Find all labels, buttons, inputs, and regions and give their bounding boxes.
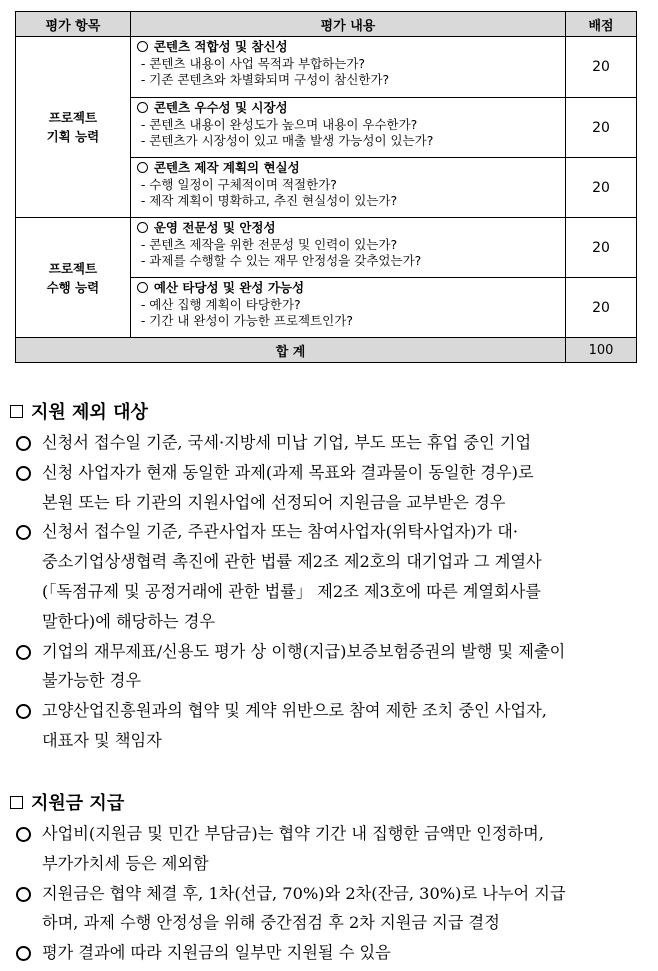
criterion-title: 콘텐츠 제작 계획의 현실성 bbox=[153, 160, 300, 175]
criterion-detail: - 콘텐츠 내용이 완성도가 높으며 내용이 우수한가? bbox=[140, 116, 418, 132]
list-item-text: 사업비(지원금 및 민간 부담금)는 협약 기간 내 집행한 금액만 인정하며, 부가가치세 등은 제외함 bbox=[42, 824, 544, 873]
table-row bbox=[16, 37, 637, 98]
list-item bbox=[10, 819, 650, 879]
category-label: 프로젝트 수행 능력 bbox=[46, 260, 100, 295]
list-item-text: 신청서 접수일 기준, 주관사업자 또는 참여사업자(위탁사업자)가 대· 중소기업상생협력 촉진에 관한 법률 제2조 제2호의 대기업과 그 계열사 (「독점규제 및 공정거래에 관한 법률」 제2조 제3호에 따른 계열회사를 말한다)에 해당하는 경우 bbox=[42, 522, 542, 631]
evaluation-table bbox=[15, 11, 637, 363]
score-cell: 20 bbox=[566, 278, 637, 338]
criterion-cell bbox=[130, 218, 565, 278]
header-score: 배점 bbox=[566, 12, 637, 37]
score-cell: 20 bbox=[566, 218, 637, 278]
list-item bbox=[10, 696, 650, 756]
section-title: 지원 제외 대상 bbox=[31, 402, 148, 423]
criterion-detail: - 수행 일정이 구체적이며 적절한가? bbox=[140, 176, 337, 192]
list-item bbox=[10, 879, 650, 939]
circle-bullet-icon bbox=[16, 827, 31, 842]
score-cell: 20 bbox=[566, 98, 637, 158]
category-label: 프로젝트 기획 능력 bbox=[46, 110, 100, 144]
header-content: 평가 내용 bbox=[130, 12, 565, 37]
circle-bullet-icon bbox=[16, 946, 31, 961]
criterion-detail: - 과제를 수행할 수 있는 재무 안정성을 갖추었는가? bbox=[140, 253, 422, 268]
criterion-title: 콘텐츠 적합성 및 참신성 bbox=[153, 39, 288, 54]
circle-bullet-icon bbox=[137, 41, 148, 52]
criterion-detail: - 콘텐츠 내용이 사업 목적과 부합하는가? bbox=[140, 55, 366, 71]
header-category: 평가 항목 bbox=[16, 12, 131, 37]
criterion-cell bbox=[130, 278, 565, 338]
criterion-cell bbox=[130, 98, 565, 158]
total-label: 합 계 bbox=[16, 338, 566, 363]
list-item-text: 신청 사업자가 현재 동일한 과제(과제 목표와 결과물이 동일한 경우)로 본원 또는 타 기관의 지원사업에 선정되어 지원금을 교부받은 경우 bbox=[42, 462, 534, 512]
criterion-cell bbox=[130, 158, 565, 218]
list-item-text: 신청서 접수일 기준, 국세·지방세 미납 기업, 부도 또는 휴업 중인 기업 bbox=[42, 433, 532, 452]
list-item bbox=[10, 637, 650, 697]
list-item bbox=[10, 458, 650, 518]
criterion-title: 예산 타당성 및 완성 가능성 bbox=[153, 280, 305, 295]
criterion-detail: - 예산 집행 계획이 타당한가? bbox=[140, 296, 301, 312]
criterion-detail: - 기존 콘텐츠와 차별화되며 구성이 참신한가? bbox=[140, 72, 390, 87]
section-exclusions bbox=[10, 398, 650, 756]
criterion-detail: - 콘텐츠 제작을 위한 전문성 및 인력이 있는가? bbox=[140, 236, 398, 252]
category-execution bbox=[16, 218, 131, 338]
circle-bullet-icon bbox=[16, 645, 31, 660]
total-row bbox=[16, 338, 637, 363]
circle-bullet-icon bbox=[16, 887, 31, 902]
criterion-cell bbox=[130, 37, 565, 98]
circle-bullet-icon bbox=[16, 436, 31, 451]
section-heading bbox=[10, 398, 650, 428]
list-item-text: 평가 결과에 따라 지원금의 일부만 지원될 수 있음 bbox=[42, 943, 391, 963]
section-payment bbox=[10, 789, 650, 968]
list-item-text: 기업의 재무제표/신용도 평가 상 이행(지급)보증보험증권의 발행 및 제출이 불가능한 경우 bbox=[42, 641, 566, 691]
criterion-detail: - 콘텐츠가 시장성이 있고 매출 발생 가능성이 있는가? bbox=[140, 133, 434, 148]
criterion-title: 운영 전문성 및 안정성 bbox=[153, 220, 276, 235]
list-item bbox=[10, 938, 650, 968]
circle-bullet-icon bbox=[16, 704, 31, 719]
criterion-detail: - 제작 계획이 명확하고, 추진 현실성이 있는가? bbox=[140, 193, 398, 208]
circle-bullet-icon bbox=[137, 162, 148, 173]
circle-bullet-icon bbox=[137, 102, 148, 113]
square-bullet-icon bbox=[10, 796, 23, 809]
table-header-row bbox=[16, 12, 637, 37]
total-score: 100 bbox=[566, 338, 637, 363]
list-item-text: 고양산업진흥원과의 협약 및 계약 위반으로 참여 제한 조치 중인 사업자, 대표자 및 책임자 bbox=[42, 701, 547, 750]
section-title: 지원금 지급 bbox=[31, 793, 125, 814]
section-heading bbox=[10, 789, 650, 819]
circle-bullet-icon bbox=[137, 282, 148, 293]
square-bullet-icon bbox=[10, 405, 23, 418]
list-item bbox=[10, 428, 650, 458]
category-planning bbox=[16, 37, 131, 218]
score-cell: 20 bbox=[566, 158, 637, 218]
criterion-detail: - 기간 내 완성이 가능한 프로젝트인가? bbox=[140, 313, 353, 328]
list-item bbox=[10, 517, 650, 636]
table-row bbox=[16, 218, 637, 278]
circle-bullet-icon bbox=[16, 466, 31, 481]
list-item-text: 지원금은 협약 체결 후, 1차(선급, 70%)와 2차(잔금, 30%)로 나누어 지급 하며, 과제 수행 안정성을 위해 중간점검 후 2차 지원금 지급 결정 bbox=[42, 883, 566, 933]
score-cell: 20 bbox=[566, 37, 637, 98]
criterion-title: 콘텐츠 우수성 및 시장성 bbox=[153, 100, 288, 115]
circle-bullet-icon bbox=[137, 222, 148, 233]
circle-bullet-icon bbox=[16, 525, 31, 540]
